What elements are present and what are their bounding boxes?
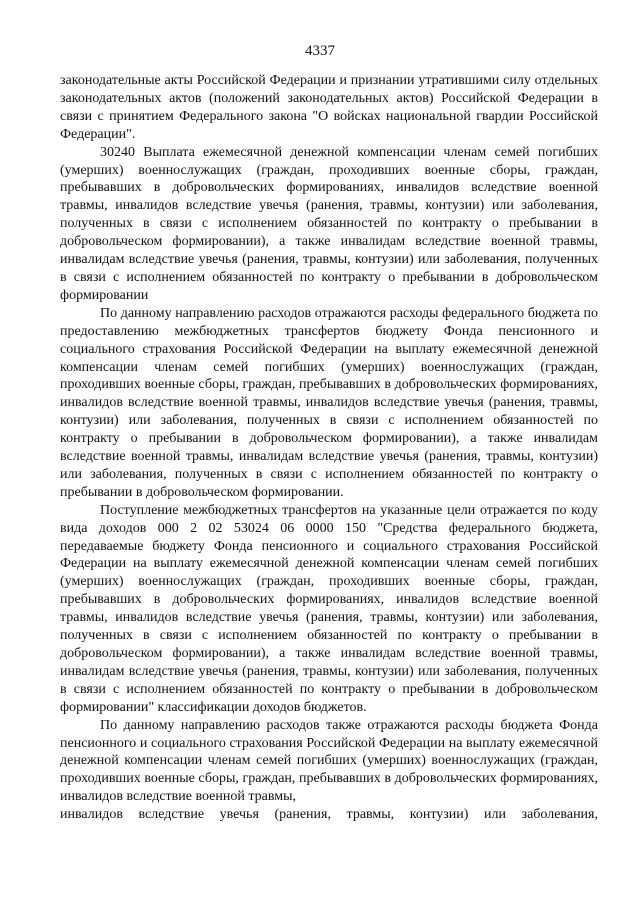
paragraph-revenue-code: Поступление межбюджетных трансфертов на указанные цели отражается по коду вида доходов 000 2 02 53024 06 0000 150 "Средства федерального бюджета, передаваемые бюджету Фонда пенсионного и социального страхования Российской Федерации на выплату ежемесячной денежной компенсации членам семей погибших (умерших) военнослужащих (граждан, проходивших военные сборы, граждан, пребывавших в добровольческих формированиях, инвалидов вследствие военной травмы, инвалидов вследствие увечья (ранения, травмы, контузии) или заболевания, полученных в связи с исполнением обязанностей по контракту о пребывании в добровольческом формировании), а также инвалидам вследствие военной травмы, инвалидам вследствие увечья (ранения, травмы, контузии) или заболевания, полученных в связи с исполнением обязанностей по контракту о пребывании в добровольческом формировании" классификации доходов бюджетов. [60, 502, 598, 715]
paragraph-last-line: инвалидов вследствие увечья (ранения, травмы, контузии) или заболевания, [60, 807, 598, 823]
paragraph-continuation: законодательные акты Российской Федерации и признании утратившими силу отдельных законодательных актов (положений законодательных актов) Российской Федерации в связи с принятием Федерального закона "О войсках национальной гвардии Российской Федерации". [60, 73, 598, 142]
document-body [60, 72, 598, 824]
paragraph-expenses-description: По данному направлению расходов отражаются расходы федерального бюджета по предоставлению межбюджетных трансфертов бюджету Фонда пенсионного и социального страхования Российской Федерации на выплату ежемесячной денежной компенсации членам семей погибших (умерших) военнослужащих (граждан, проходивших военные сборы, граждан, пребывавших в добровольческих формированиях, инвалидов вследствие военной травмы, инвалидов вследствие увечья (ранения, травмы, контузии) или заболевания, полученных в связи с исполнением обязанностей по контракту о пребывании в добровольческом формировании), а также инвалидам вследствие военной травмы, инвалидам вследствие увечья (ранения, травмы, контузии) или заболевания, полученных в связи с исполнением обязанностей по контракту о пребывании в добровольческом формировании. [60, 305, 598, 500]
page-number: 4337 [305, 43, 335, 59]
paragraph-fund-expenses: По данному направлению расходов также отражаются расходы бюджета Фонда пенсионного и социального страхования Российской Федерации на выплату ежемесячной денежной компенсации членам семей погибших (умерших) военнослужащих (граждан, проходивших военные сборы, граждан, пребывавших в добровольческих формированиях, инвалидов вследствие военной травмы, [60, 717, 598, 805]
paragraph-code-heading: 30240 Выплата ежемесячной денежной компенсации членам семей погибших (умерших) военнослужащих (граждан, проходивших военные сборы, граждан, пребывавших в добровольческих формированиях, инвалидов вследствие военной травмы, инвалидов вследствие увечья (ранения, травмы, контузии) или заболевания, полученных в связи с исполнением обязанностей по контракту о пребывании в добровольческом формировании), а также инвалидам вследствие военной травмы, инвалидам вследствие увечья (ранения, травмы, контузии) или заболевания, полученных в связи с исполнением обязанностей по контракту о пребывании в добровольческом формировании [60, 144, 598, 303]
